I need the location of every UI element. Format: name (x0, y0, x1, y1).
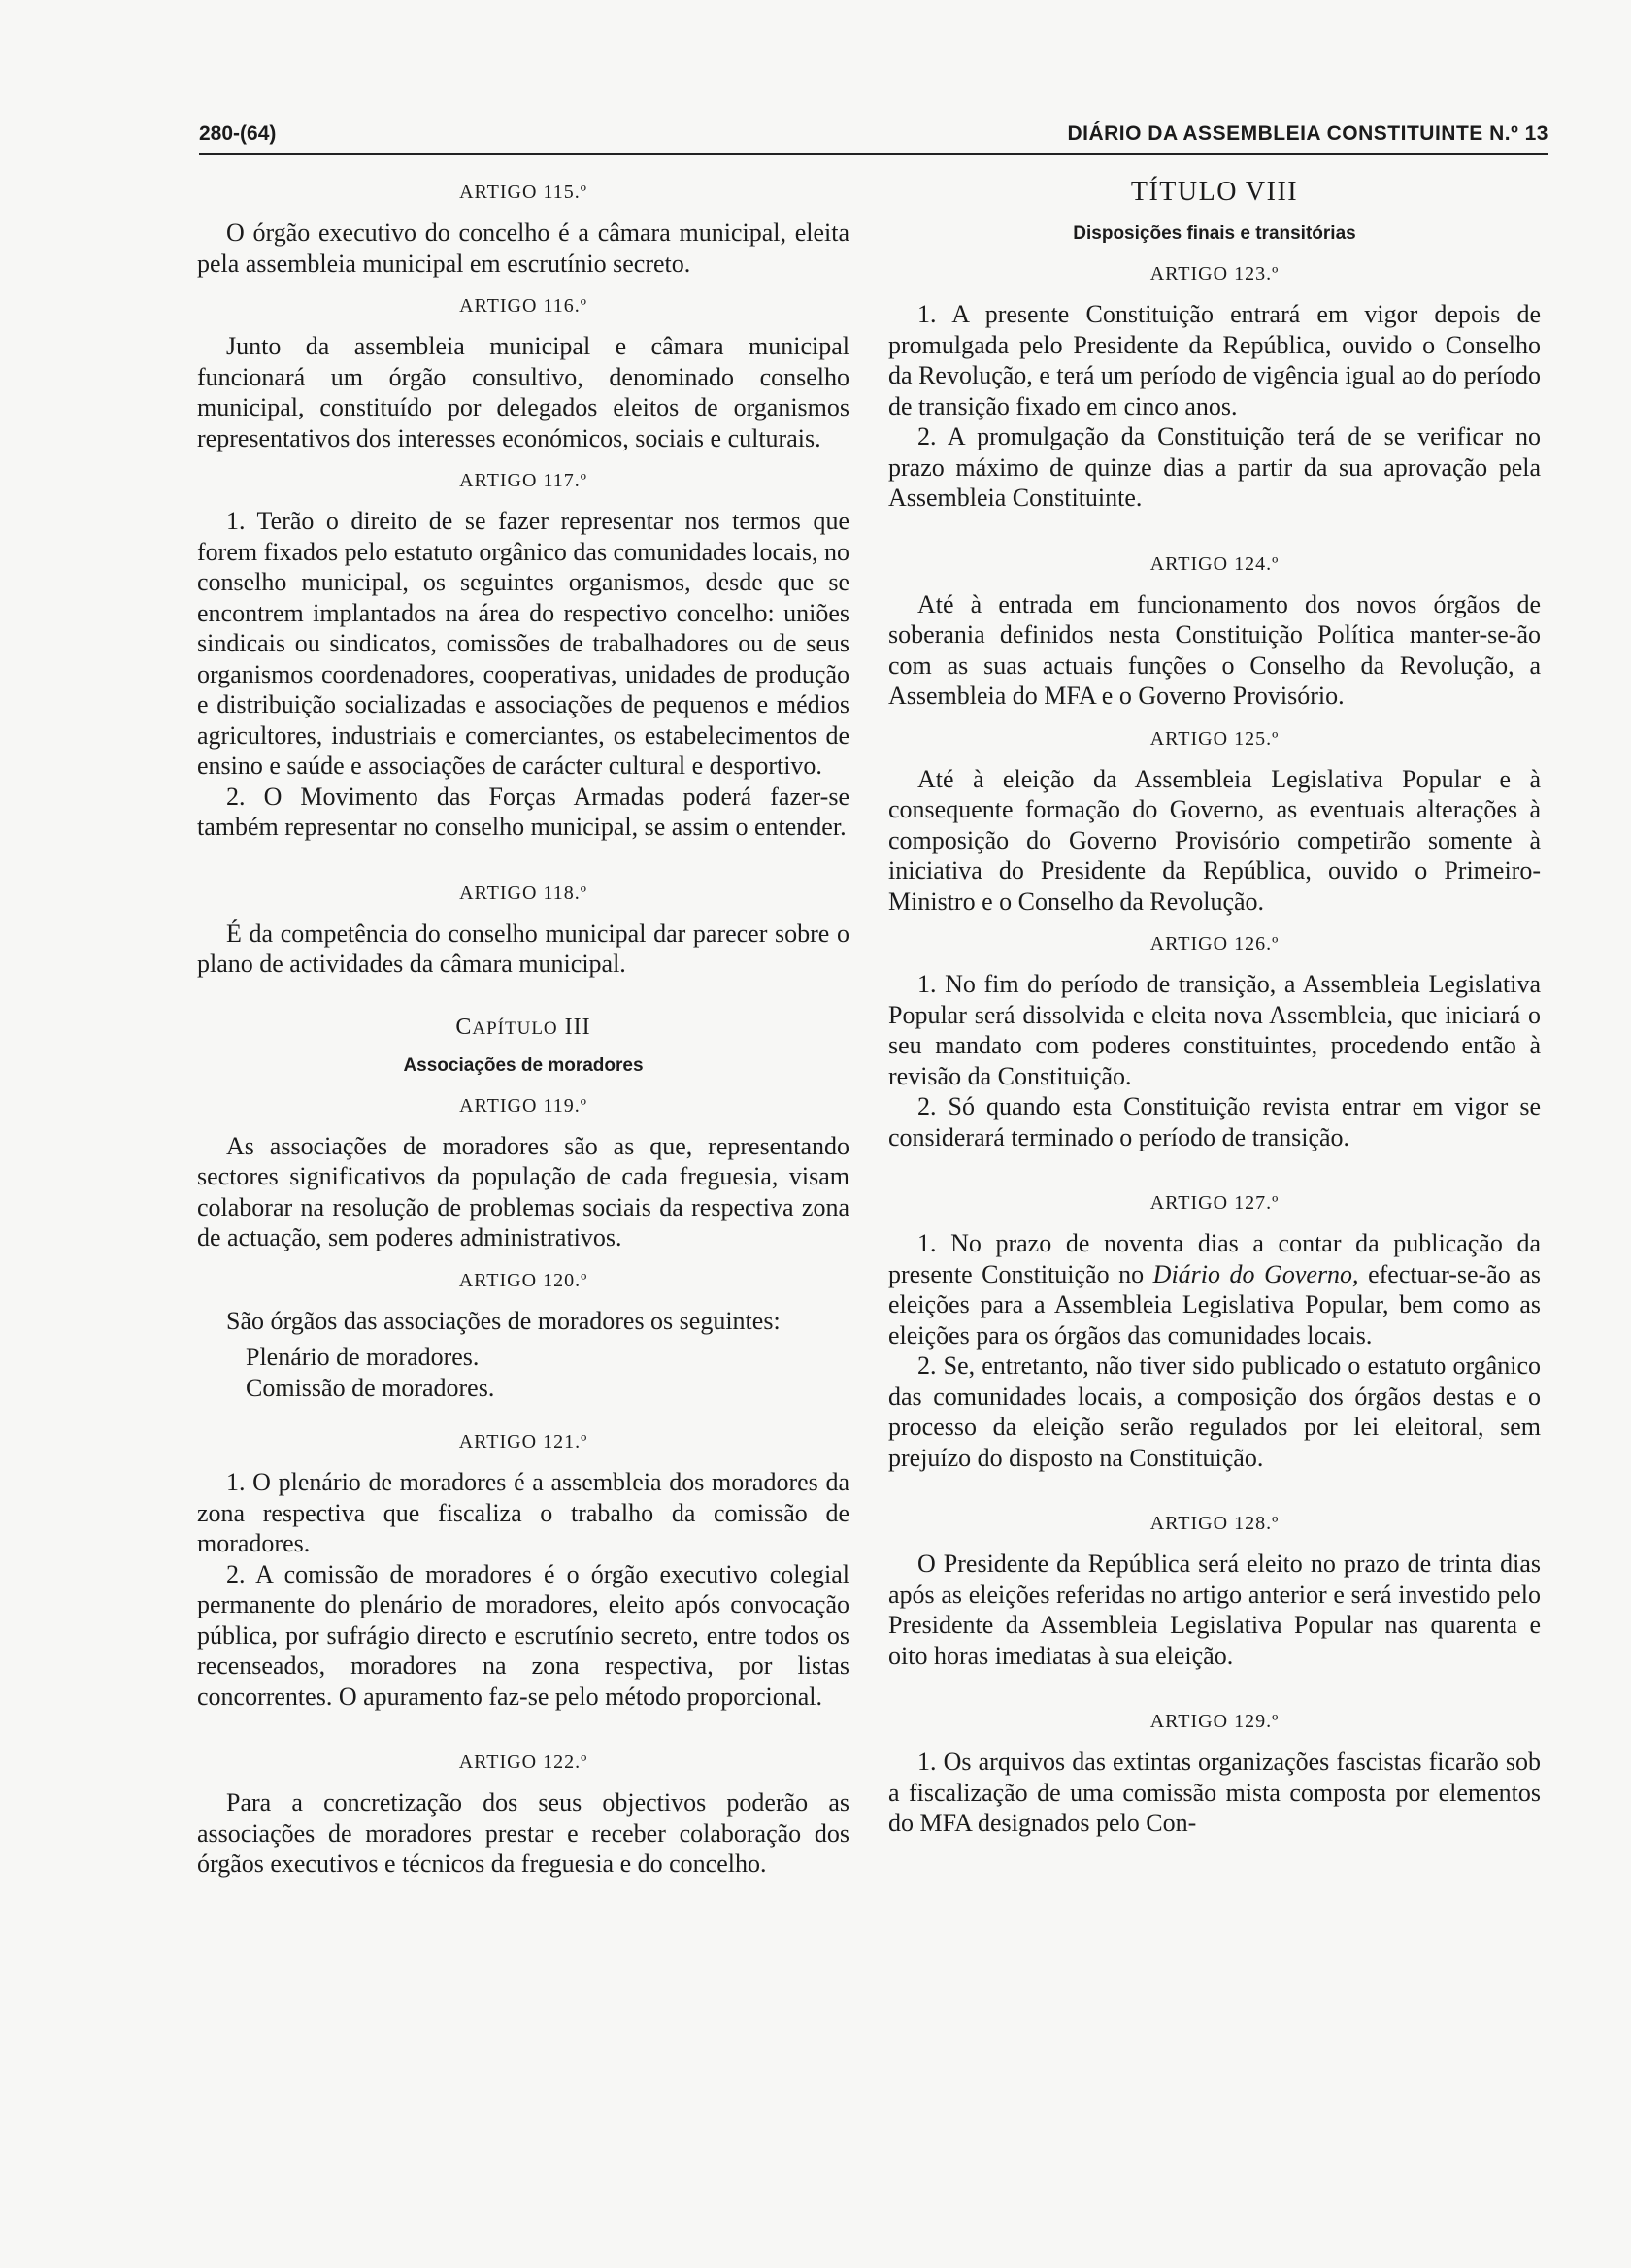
article-paragraph: 2. O Movimento das Forças Armadas poderá fazer-se também representar no conselho municipal, se assim o entender. (197, 782, 849, 841)
article-heading: ARTIGO 119.º (459, 1094, 587, 1117)
article-heading: ARTIGO 120.º (458, 1269, 588, 1291)
article-paragraph: O órgão executivo do concelho é a câmara municipal, eleita pela assembleia municipal em escrutínio secreto. (197, 218, 849, 278)
chapter-number: III (564, 1014, 591, 1040)
journal-title: DIÁRIO DA ASSEMBLEIA CONSTITUINTE N.º 13 (1067, 122, 1548, 145)
article-paragraph: O Presidente da República será eleito no prazo de trinta dias após as eleições referidas no artigo anterior e será investido pelo Presidente da Assembleia Legislativa Popular nas quarenta e oito horas imediatas à sua eleição. (888, 1550, 1541, 1670)
article-heading: ARTIGO 126.º (1149, 933, 1280, 954)
article-paragraph: É da competência do conselho municipal dar parecer sobre o plano de actividades da câmara municipal. (197, 918, 849, 978)
article-paragraph: 2. A promulgação da Constituição terá de se verificar no prazo máximo de quinze dias a partir da sua aprovação pela Assembleia Constituinte. (888, 422, 1541, 512)
article-heading: ARTIGO 125.º (1149, 727, 1280, 750)
article-paragraph: Até à entrada em funcionamento dos novos órgãos de soberania definidos nesta Constituição Política manter-se-ão com as suas actuais funções o Conselho da Revolução, a Assembleia do MFA e o Governo Provisório. (888, 589, 1541, 710)
article-heading: ARTIGO 124.º (1149, 552, 1280, 575)
text-run: efectuar-se-ão as eleições para a Assembleia Legislativa Popular, bem como as eleições para os órgãos das comunidades locais. (888, 1259, 1541, 1350)
article-paragraph: 1. Terão o direito de se fazer representar nos termos que forem fixados pelo estatuto orgânico das comunidades locais, no conselho municipal, os seguintes organismos, desde que se encontrem implantados na área do respectivo concelho: uniões sindicais ou sindicatos, comissões de trabalhadores ou de seus organismos coordenadores, cooperativas, unidades de produção e distribuição socializadas e associações de pequenos e médios agricultores, industriais e comerciantes, os estabelecimentos de ensino e saúde e associações de carácter cultural e desportivo. (197, 507, 849, 780)
left-column (197, 173, 849, 1880)
chapter-label-initial: C (455, 1014, 473, 1040)
article-heading: ARTIGO 118.º (459, 882, 587, 904)
article-paragraph: 1. O plenário de moradores é a assembleia dos moradores da zona respectiva que fiscaliza o trabalho da comissão de moradores. (197, 1468, 849, 1557)
article-heading: ARTIGO 127.º (1149, 1192, 1280, 1214)
section-heading: Associações de moradores (403, 1054, 644, 1076)
chapter-label-rest: APÍTULO (472, 1017, 558, 1039)
article-paragraph: 2. Só quando esta Constituição revista entrar em vigor se considerará terminado o período de transição. (888, 1092, 1541, 1151)
article-heading: ARTIGO 116.º (459, 295, 587, 317)
article-paragraph: São órgãos das associações de moradores os seguintes: (226, 1306, 781, 1335)
page-header (199, 115, 1548, 155)
article-paragraph: Até à eleição da Assembleia Legislativa Popular e à consequente formação do Governo, as eventuais alterações à composição do Governo Provisório competirão somente à iniciativa do Presidente da República, ouvido o Primeiro-Ministro e o Conselho da Revolução. (888, 764, 1541, 916)
right-column (888, 173, 1541, 1839)
article-paragraph: 2. A comissão de moradores é o órgão executivo colegial permanente do plenário de moradores, eleito após convocação pública, por sufrágio directo e escrutínio secreto, entre todos os recenseados, moradores na zona respectiva, por listas concorrentes. O apuramento faz-se pelo método proporcional. (197, 1559, 849, 1711)
article-paragraph: As associações de moradores são as que, representando sectores significativos da população de cada freguesia, visam colaborar na resolução de problemas sociais da respectiva zona de actuação, sem poderes administrativos. (197, 1131, 849, 1251)
article-paragraph: Para a concretização dos seus objectivos poderão as associações de moradores prestar e receber colaboração dos órgãos executivos e técnicos da freguesia e do concelho. (197, 1788, 849, 1878)
article-paragraph: 1. Os arquivos das extintas organizações fascistas ficarão sob a fiscalização de uma comissão mista composta por elementos do MFA designados pelo Con- (888, 1748, 1541, 1837)
section-heading: Disposições finais e transitórias (1073, 223, 1356, 244)
article-paragraph: 2. Se, entretanto, não tiver sido publicado o estatuto orgânico das comunidades locais, a composição dos órgãos destas e o processo da eleição serão regulados por lei eleitoral, sem prejuízo do disposto na Constituição. (888, 1351, 1541, 1472)
article-heading: ARTIGO 115.º (459, 182, 587, 203)
article-paragraph (888, 1228, 1541, 1351)
article-heading: ARTIGO 121.º (458, 1431, 588, 1452)
article-heading: ARTIGO 122.º (458, 1751, 588, 1773)
list-item: Plenário de moradores. (246, 1343, 480, 1371)
article-heading: ARTIGO 128.º (1149, 1513, 1280, 1534)
page-number: 280-(64) (199, 122, 277, 145)
article-paragraph: 1. A presente Constituição entrará em vigor depois de promulgada pelo Presidente da República, ouvido o Conselho da Revolução, e terá um período de vigência igual ao do período de transição fixado em cinco anos. (888, 300, 1541, 420)
article-heading: ARTIGO 117.º (459, 470, 587, 491)
organs-list (246, 1342, 849, 1403)
article-heading: ARTIGO 129.º (1149, 1711, 1280, 1732)
article-paragraph: 1. No fim do período de transição, a Assembleia Legislativa Popular será dissolvida e eleita nova Assembleia, que iniciará o seu mandato com poderes constituintes, procedendo então à revisão da Constituição. (888, 970, 1541, 1090)
article-heading: ARTIGO 123.º (1149, 263, 1280, 284)
chapter-heading (197, 1013, 849, 1044)
publication-name: Diário do Governo, (1152, 1259, 1359, 1288)
list-item: Comissão de moradores. (246, 1373, 495, 1402)
article-paragraph: Junto da assembleia municipal e câmara municipal funcionará um órgão consultivo, denominado conselho municipal, constituído por delegados eleitos de organismos representativos dos interesses económicos, sociais e culturais. (197, 332, 849, 452)
title-heading: TÍTULO VIII (1130, 177, 1299, 207)
text-run: 1. No prazo de noventa dias a contar da publicação da presente Constituição no (888, 1229, 1541, 1288)
